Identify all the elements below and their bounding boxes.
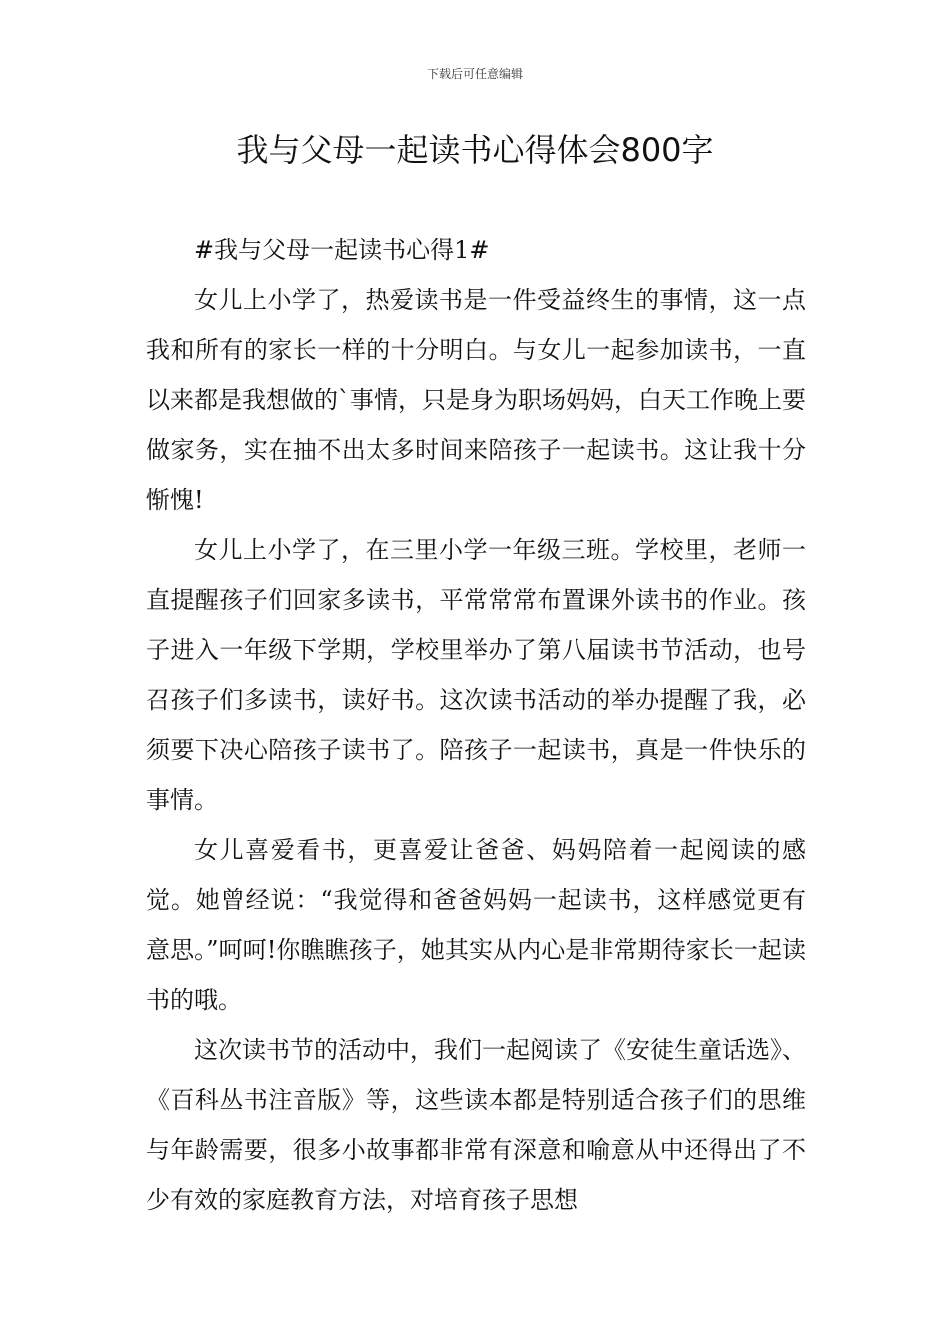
paragraph: 女儿喜爱看书，更喜爱让爸爸、妈妈陪着一起阅读的感觉。她曾经说：“我觉得和爸爸妈妈一起读书，这样感觉更有意思。”呵呵!你瞧瞧孩子，她其实从内心是非常期待家长一起读书的哦。 [146, 836, 806, 1014]
document-body [146, 225, 806, 1225]
paragraph: 女儿上小学了，在三里小学一年级三班。学校里，老师一直提醒孩子们回家多读书，平常常常布置课外读书的作业。孩子进入一年级下学期，学校里举办了第八届读书节活动，也号召孩子们多读书，读好书。这次读书活动的举办提醒了我，必须要下决心陪孩子读书了。陪孩子一起读书，真是一件快乐的事情。 [146, 536, 806, 814]
document-title: 我与父母一起读书心得体会800字 [236, 131, 714, 169]
section-heading: #我与父母一起读书心得1# [194, 236, 490, 264]
paragraph: 这次读书节的活动中，我们一起阅读了《安徒生童话选》、《百科丛书注音版》等，这些读本都是特别适合孩子们的思维与年龄需要，很多小故事都非常有深意和喻意从中还得出了不少有效的家庭教育方法，对培育孩子思想 [146, 1036, 806, 1214]
header-note: 下载后可任意编辑 [426, 67, 523, 81]
paragraph: 女儿上小学了，热爱读书是一件受益终生的事情，这一点我和所有的家长一样的十分明白。与女儿一起参加读书，一直以来都是我想做的`事情，只是身为职场妈妈，白天工作晚上要做家务，实在抽不出太多时间来陪孩子一起读书。这让我十分惭愧! [146, 286, 806, 514]
